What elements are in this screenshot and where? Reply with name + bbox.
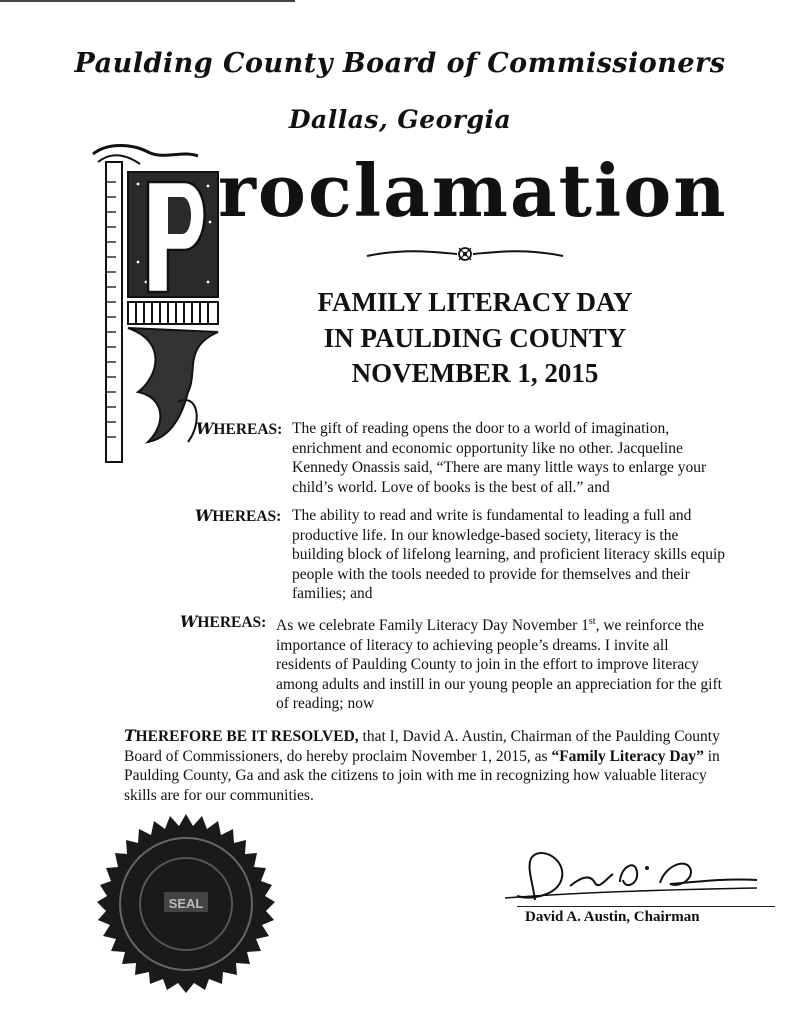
title-line-2: IN PAULDING COUNTY — [323, 323, 627, 353]
whereas-label-text: HEREAS: — [197, 614, 267, 631]
handwritten-signature — [495, 838, 765, 908]
whereas-paragraph-1 — [292, 419, 706, 497]
county-seal — [94, 812, 278, 996]
title-line-3: NOVEMBER 1, 2015 — [351, 358, 599, 388]
proclamation-heading: roclamation — [218, 148, 728, 233]
paragraph-line: The gift of reading opens the door to a world of imagination, — [292, 420, 670, 437]
whereas-initial: W — [180, 612, 198, 631]
paragraph-line: of reading; now — [276, 695, 375, 713]
paragraph-line: productive life. In our knowledge-based society, literacy is the — [292, 526, 679, 544]
paragraph-line: child’s world. Love of books is the best of all.” and — [292, 478, 610, 496]
ordinal-suffix: st — [588, 616, 596, 627]
paragraph-line: people with the tools needed to provide for themselves and their — [292, 565, 690, 583]
therefore-initial: T — [124, 726, 136, 745]
paragraph-line: residents of Paulding County to join in the effort to improve literacy — [276, 656, 699, 674]
whereas-label-1 — [196, 419, 282, 439]
whereas-paragraph-2 — [292, 506, 725, 604]
paragraph-line: enrichment and economic opportunity like no other. Jacqueline — [292, 439, 683, 457]
divider-flourish — [365, 238, 565, 268]
resolution-text: in Paulding County, Ga and ask the citizens to join with me in recognizing how valuable literacy skills are for our communities. — [124, 747, 720, 804]
seal-center-text: SEAL — [168, 896, 204, 911]
paragraph-line: The ability to read and write is fundamental to leading a full and — [292, 507, 692, 524]
paragraph-text: , we reinforce the — [595, 617, 705, 635]
paragraph-line: among adults and instill in our young people an appreciation for the gift — [276, 675, 722, 693]
paragraph-line: families; and — [292, 585, 373, 602]
paragraph-text: As we celebrate Family Literacy Day November 1 — [276, 617, 589, 635]
paragraph-line — [276, 612, 722, 636]
whereas-label-text: HEREAS: — [213, 421, 283, 438]
signature-line — [517, 906, 775, 907]
paragraph-line: building block of lifelong learning, and proficient literacy skills equip — [292, 546, 726, 563]
signatory-name: David A. Austin, Chairman — [525, 909, 700, 925]
whereas-label-2 — [195, 506, 281, 526]
title-line-1: FAMILY LITERACY DAY — [317, 287, 633, 317]
organization-heading: Paulding County Board of Commissioners — [74, 48, 726, 79]
paragraph-line: importance of literacy to achieving people’s dreams. I invite all — [276, 636, 669, 654]
paragraph-line: Kennedy Onassis said, “There are many little ways to enlarge your — [292, 459, 707, 476]
whereas-label-text: HEREAS: — [212, 508, 282, 525]
resolution-paragraph — [124, 726, 734, 805]
top-rule — [0, 0, 295, 2]
resolution-bold-phrase: “Family Literacy Day” — [551, 747, 704, 765]
whereas-paragraph-3 — [276, 612, 722, 714]
therefore-lead: HEREFORE BE IT RESOLVED, — [135, 728, 359, 745]
whereas-label-3 — [180, 612, 266, 632]
resolution-text: that I, David A. Austin, Chairman of the Paulding County Board of Commissioners, do hereby proclaim November 1, 2015, as — [124, 728, 720, 765]
whereas-initial: W — [195, 506, 213, 525]
whereas-initial: W — [196, 419, 214, 438]
location-heading: Dallas, Georgia — [288, 105, 512, 134]
